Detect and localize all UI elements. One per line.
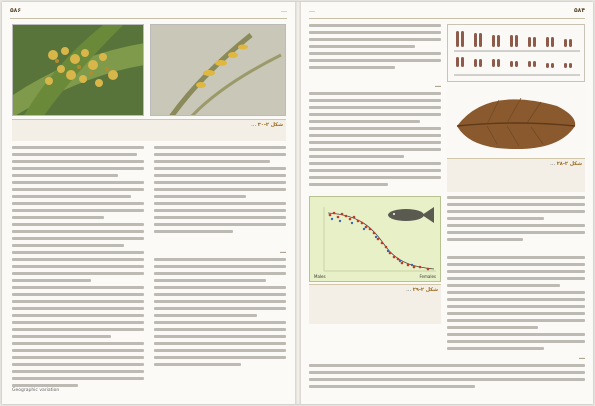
right-subheading-2: … bbox=[579, 354, 585, 361]
cline-chart bbox=[309, 196, 441, 282]
right-page-header bbox=[309, 7, 585, 19]
right-running-title: … bbox=[309, 7, 315, 14]
right-bottom-text bbox=[309, 364, 585, 398]
left-page-number: ۵۸۶ bbox=[10, 7, 21, 14]
right-column-left-text-mid bbox=[309, 92, 441, 192]
right-column-right-text-bottom bbox=[447, 256, 585, 352]
right-column-right-text-mid bbox=[447, 196, 585, 252]
fish-icon bbox=[388, 207, 434, 223]
chromosome-figure-top bbox=[447, 24, 585, 82]
right-figure-caption-1 bbox=[447, 158, 585, 192]
left-column-left-text bbox=[12, 146, 144, 396]
left-figure-caption-label: شکل ۲-۳۰ bbox=[257, 122, 283, 128]
cline-chart-plot bbox=[310, 197, 442, 283]
leaf-illustration bbox=[447, 86, 585, 156]
right-figure-caption-2 bbox=[309, 284, 441, 324]
right-subheading-1: … bbox=[435, 82, 441, 89]
right-page-number: ۵۸۴ bbox=[574, 7, 585, 14]
book-spread bbox=[2, 2, 593, 404]
grass-stem-illustration bbox=[151, 25, 286, 116]
chart-label-males: Males bbox=[314, 274, 326, 279]
figure-photo-grass bbox=[150, 24, 286, 116]
left-figure-caption bbox=[12, 119, 286, 141]
left-column-right-text-top bbox=[154, 146, 286, 246]
left-figure-caption-text: … bbox=[251, 122, 257, 128]
right-figure-caption-2-text: … bbox=[406, 287, 412, 293]
right-figure-caption-1-label: شکل ۲-۲۸ bbox=[556, 161, 582, 167]
right-figure-caption-2-label: شکل ۲-۲۹ bbox=[412, 287, 438, 293]
chromosome-karyotype bbox=[448, 25, 586, 83]
chart-points bbox=[329, 212, 430, 271]
right-column-left-text-top bbox=[309, 24, 441, 78]
chart-label-females: Females bbox=[419, 274, 436, 279]
left-footnote: Geographic variation bbox=[12, 388, 60, 393]
figure-photo-leaf bbox=[447, 86, 585, 156]
left-subheading: … bbox=[280, 248, 286, 255]
left-page-header bbox=[10, 7, 287, 19]
right-page bbox=[301, 2, 593, 404]
left-column-right-text-bottom bbox=[154, 258, 286, 382]
right-figure-caption-1-text: … bbox=[550, 161, 556, 167]
left-page bbox=[2, 2, 295, 404]
left-running-title: … bbox=[281, 7, 287, 14]
corn-leaf-illustration bbox=[13, 25, 144, 116]
figure-photo-corn bbox=[12, 24, 144, 116]
